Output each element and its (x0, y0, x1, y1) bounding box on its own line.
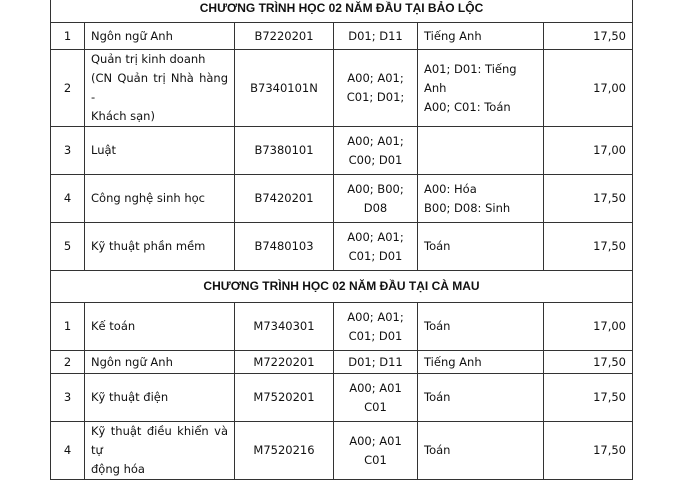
admission-score: 17,50 (544, 351, 633, 374)
major-code: B7420201 (235, 175, 334, 223)
major-name-line: Công nghệ sinh học (91, 191, 205, 205)
main-subject (418, 351, 544, 374)
subject-combos-line: C01; D01; (346, 90, 405, 104)
row-number: 4 (51, 422, 85, 480)
major-name-line: (CN Quản trị Nhà hàng - (91, 71, 228, 104)
major-name-line: Khách sạn) (91, 109, 155, 123)
main-subject-line: Tiếng Anh (424, 28, 482, 43)
main-subject-line: B00; D08: Sinh (424, 200, 511, 215)
major-name-line: Kỹ thuật điện (91, 390, 169, 404)
subject-combos (334, 351, 418, 374)
main-subject-line: Toán (424, 390, 451, 404)
row-number: 1 (51, 303, 85, 351)
subject-combos (334, 127, 418, 175)
section-header-row (51, 0, 633, 23)
admission-score: 17,00 (544, 127, 633, 175)
major-code: M7520216 (235, 422, 334, 480)
subject-combos (334, 23, 418, 50)
major-name (85, 223, 235, 271)
subject-combos-line: A00; A01; (347, 133, 404, 148)
subject-combos (334, 50, 418, 127)
section-title: CHƯƠNG TRÌNH HỌC 02 NĂM ĐẦU TẠI CÀ MAU (51, 271, 633, 303)
main-subject (418, 223, 544, 271)
row-number: 2 (51, 351, 85, 374)
main-subject-line: Toán (424, 443, 451, 457)
main-subject-line: Toán (424, 239, 451, 253)
major-code: M7340301 (235, 303, 334, 351)
main-subject (418, 50, 544, 127)
admission-score: 17,50 (544, 374, 633, 422)
main-subject (418, 175, 544, 223)
subject-combos-line: C01; D01 (348, 248, 403, 263)
major-name (85, 175, 235, 223)
main-subject-line: Tiếng Anh (424, 354, 482, 369)
section-header-row (51, 271, 633, 303)
major-name (85, 374, 235, 422)
admission-score: 17,50 (544, 422, 633, 480)
subject-combos-line: C01; D01 (348, 328, 403, 343)
subject-combos-line: C01 (364, 399, 387, 414)
major-name-line: Ngôn ngữ Anh (91, 28, 173, 43)
main-subject (418, 303, 544, 351)
main-subject-line: A00; C01: Toán (424, 99, 511, 114)
subject-combos (334, 422, 418, 480)
major-code: M7220201 (235, 351, 334, 374)
subject-combos-line: D01; D11 (348, 28, 403, 43)
main-subject (418, 23, 544, 50)
subject-combos-line: C01 (364, 452, 387, 467)
main-subject-line: Toán (424, 319, 451, 333)
row-number: 4 (51, 175, 85, 223)
subject-combos-line: A00; A01; (347, 71, 404, 85)
major-name (85, 50, 235, 127)
major-name (85, 127, 235, 175)
table-body (51, 0, 633, 480)
table-row (51, 23, 633, 50)
major-code: B7220201 (235, 23, 334, 50)
row-number: 3 (51, 374, 85, 422)
subject-combos-line: A00; A01; (347, 229, 404, 244)
subject-combos-line: D08 (363, 200, 388, 215)
row-number: 2 (51, 50, 85, 127)
section-title: CHƯƠNG TRÌNH HỌC 02 NĂM ĐẦU TẠI BẢO LỘC (51, 0, 633, 23)
table-row (51, 422, 633, 480)
main-subject (418, 374, 544, 422)
table-row (51, 374, 633, 422)
major-name (85, 422, 235, 480)
major-name (85, 303, 235, 351)
major-name-line: động hóa (91, 462, 145, 476)
subject-combos (334, 223, 418, 271)
subject-combos (334, 374, 418, 422)
table-row (51, 50, 633, 127)
admission-score: 17,50 (544, 175, 633, 223)
subject-combos (334, 303, 418, 351)
major-name-line: Kỹ thuật phần mềm (91, 239, 206, 253)
subject-combos-line: C00; D01 (348, 152, 403, 167)
main-subject (418, 127, 544, 175)
major-name (85, 351, 235, 374)
major-name (85, 23, 235, 50)
main-subject (418, 422, 544, 480)
admission-score: 17,00 (544, 303, 633, 351)
major-name-line: Kỹ thuật điều khiển và tự (91, 424, 228, 457)
major-code: B7380101 (235, 127, 334, 175)
subject-combos-line: A00; A01 (349, 433, 402, 448)
major-code: B7480103 (235, 223, 334, 271)
main-subject-line: A00: Hóa (424, 181, 477, 196)
subject-combos-line: A00; A01 (349, 380, 402, 395)
table-row (51, 127, 633, 175)
row-number: 1 (51, 23, 85, 50)
major-name-line: Quản trị kinh doanh (91, 52, 206, 66)
major-code: M7520201 (235, 374, 334, 422)
subject-combos-line: A00; B00; (347, 181, 404, 196)
major-name-line: Ngôn ngữ Anh (91, 354, 173, 369)
major-name-line: Kế toán (91, 319, 136, 333)
table-row (51, 303, 633, 351)
row-number: 3 (51, 127, 85, 175)
table-row (51, 223, 633, 271)
admission-score: 17,50 (544, 23, 633, 50)
subject-combos (334, 175, 418, 223)
admission-score: 17,50 (544, 223, 633, 271)
table-row (51, 351, 633, 374)
row-number: 5 (51, 223, 85, 271)
table-row (51, 175, 633, 223)
major-name-line: Luật (91, 143, 117, 157)
subject-combos-line: A00; A01; (347, 309, 404, 324)
main-subject-line: A01; D01: Tiếng Anh (424, 61, 517, 95)
major-code: B7340101N (235, 50, 334, 127)
subject-combos-line: D01; D11 (348, 354, 403, 369)
admissions-table (50, 0, 633, 480)
admission-score: 17,00 (544, 50, 633, 127)
